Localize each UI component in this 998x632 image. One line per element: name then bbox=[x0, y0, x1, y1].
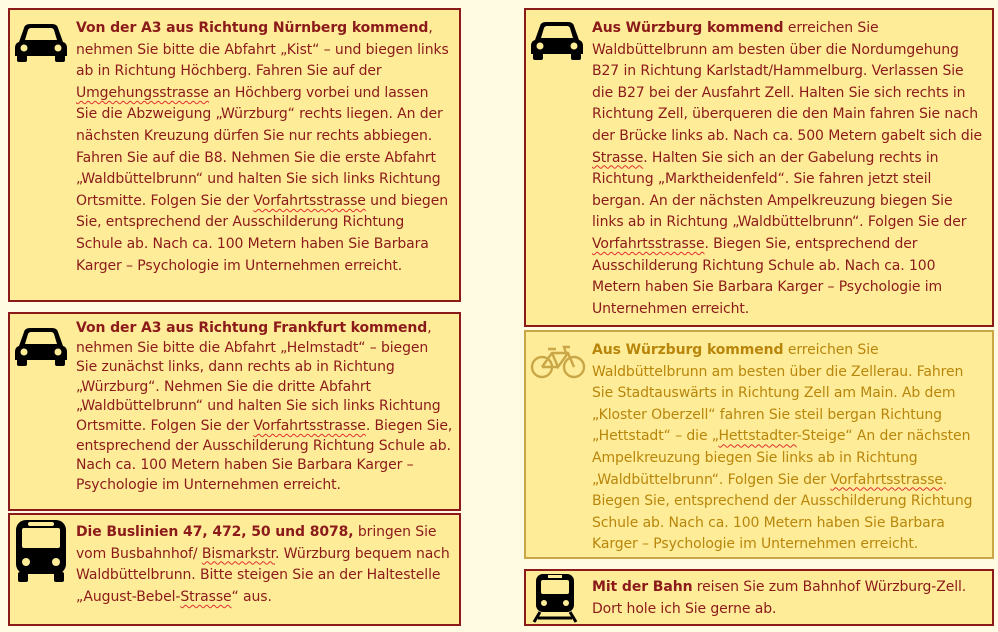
a3-frankfurt-part1: , nehmen Sie bitte die Abfahrt „Helmstadt“ – biegen Sie zunächst links, dann rechts ab in Richtung „Würzburg“. Nehmen Sie die dritte Abfahrt „Waldbüttelbrunn“ und halten Sie sich links Richtung Ortsmitte. Folgen Sie der bbox=[76, 320, 441, 434]
a3-nuernberg-title: Von der A3 aus Richtung Nürnberg kommend bbox=[76, 20, 429, 36]
box-wuerzburg-car bbox=[524, 8, 994, 327]
a3-nuernberg-part1: , nehmen Sie bitte die Abfahrt „Kist“ – und biegen links ab in Richtung Höchberg. Fahren Sie auf der bbox=[76, 20, 449, 80]
wuerzburg-car-word1: Strasse bbox=[592, 149, 644, 166]
train-icon bbox=[530, 572, 580, 624]
wuerzburg-bike-part1: erreichen Sie Waldbüttelbrunn am besten über die Zellerau. Fahren Sie Stadtauswärts in Richtung Zell am Main. Ab dem „Kloster Oberzell“ fahren Sie steil bergan Richtung „Hettstadt“ – die „ bbox=[592, 342, 964, 445]
box-bahn bbox=[524, 569, 994, 626]
car-icon bbox=[13, 324, 69, 368]
car-icon bbox=[13, 20, 69, 64]
bahn-text bbox=[592, 577, 986, 620]
a3-nuernberg-text bbox=[76, 18, 453, 277]
box-a3-frankfurt bbox=[8, 312, 461, 511]
car-icon bbox=[529, 18, 585, 62]
wuerzburg-bike-part3: . Biegen Sie, entsprechend der Ausschilderung Richtung Schule ab. Nach ca. 100 Metern haben Sie Barbara Karger – Psychologie im Unternehmen erreicht. bbox=[592, 471, 973, 553]
wuerzburg-car-title: Aus Würzburg kommend bbox=[592, 20, 784, 36]
a3-nuernberg-part2: an Höchberg vorbei und lassen Sie die Abzweigung „Würzburg“ rechts liegen. An der nächsten Kreuzung dürfen Sie nur rechts abbiegen. Fahren Sie auf die B8. Nehmen Sie die erste Abfahrt „Waldbüttelbrunn“ und halten Sie sich links Richtung Ortsmitte. Folgen Sie der bbox=[76, 84, 443, 209]
a3-frankfurt-word1: Vorfahrtsstrasse bbox=[253, 417, 366, 434]
wuerzburg-car-part3: . Biegen Sie, entsprechend der Ausschilderung Richtung Schule ab. Nach ca. 100 Metern haben Sie Barbara Karger – Psychologie im Unternehmen erreicht. bbox=[592, 235, 943, 317]
wuerzburg-bike-part2: -Steige“ An der nächsten Ampelkreuzung biegen Sie links ab in Richtung „Waldbüttelbrunn“. Folgen Sie der bbox=[592, 428, 971, 488]
wuerzburg-bike-word2: Vorfahrtsstrasse bbox=[830, 471, 943, 488]
wuerzburg-car-word2: Vorfahrtsstrasse bbox=[592, 235, 705, 252]
a3-frankfurt-title: Von der A3 aus Richtung Frankfurt kommend bbox=[76, 320, 428, 336]
wuerzburg-car-text bbox=[592, 18, 986, 320]
a3-frankfurt-part2: . Biegen Sie, entsprechend der Ausschilderung Richtung Schule ab. Nach ca. 100 Metern haben Sie Barbara Karger – Psychologie im Unternehmen erreicht. bbox=[76, 417, 453, 493]
column-gap bbox=[474, 0, 514, 632]
a3-nuernberg-word2: Vorfahrtsstrasse bbox=[253, 192, 366, 209]
bahn-title: Mit der Bahn bbox=[592, 579, 693, 595]
bicycle-icon bbox=[530, 344, 586, 380]
bus-part1: bringen Sie vom Busbahnhof/ bbox=[76, 524, 437, 562]
box-bus bbox=[8, 513, 461, 626]
a3-frankfurt-text bbox=[76, 319, 453, 495]
box-a3-nuernberg bbox=[8, 8, 461, 302]
box-wuerzburg-bike bbox=[524, 330, 994, 559]
bus-part2: . Würzburg bequem nach Waldbüttelbrunn. Bitte steigen Sie an der Haltestelle „August-Bebel- bbox=[76, 545, 450, 605]
bahn-part1: reisen Sie zum Bahnhof Würzburg-Zell. Dort hole ich Sie gerne ab. bbox=[592, 579, 967, 617]
bus-title: Die Buslinien 47, 472, 50 und 8078, bbox=[76, 524, 354, 540]
a3-nuernberg-word1: Umgehungsstrasse bbox=[76, 84, 209, 101]
bus-icon bbox=[12, 518, 70, 584]
bus-part3: “ aus. bbox=[231, 588, 272, 605]
bus-word2: Strasse bbox=[180, 588, 232, 605]
wuerzburg-car-part1: erreichen Sie Waldbüttelbrunn am besten über die Nordumgehung B27 in Richtung Karlstadt/Hammelburg. Verlassen Sie die B27 bei der Ausfahrt Zell. Halten Sie sich rechts in Richtung Zell, überqueren die den Main fahren Sie nach der Brücke links ab. Nach ca. 500 Metern gabelt sich die bbox=[592, 20, 983, 144]
bus-text bbox=[76, 522, 453, 608]
wuerzburg-bike-word1: Hettstadter bbox=[718, 428, 797, 445]
wuerzburg-car-part2: . Halten Sie sich an der Gabelung rechts in Richtung „Marktheidenfeld“. Sie fahren jetzt steil bergan. An der nächsten Ampelkreuzung biegen Sie links ab in Richtung „Waldbüttelbrunn“. Folgen Sie der bbox=[592, 149, 967, 231]
bus-word1: Bismarkstr bbox=[201, 545, 275, 562]
a3-nuernberg-part3: und biegen Sie, entsprechend der Ausschilderung Richtung Schule ab. Nach ca. 100 Metern haben Sie Barbara Karger – Psychologie im Unternehmen erreicht. bbox=[76, 192, 449, 274]
wuerzburg-bike-title: Aus Würzburg kommend bbox=[592, 342, 784, 358]
wuerzburg-bike-text bbox=[592, 340, 986, 556]
